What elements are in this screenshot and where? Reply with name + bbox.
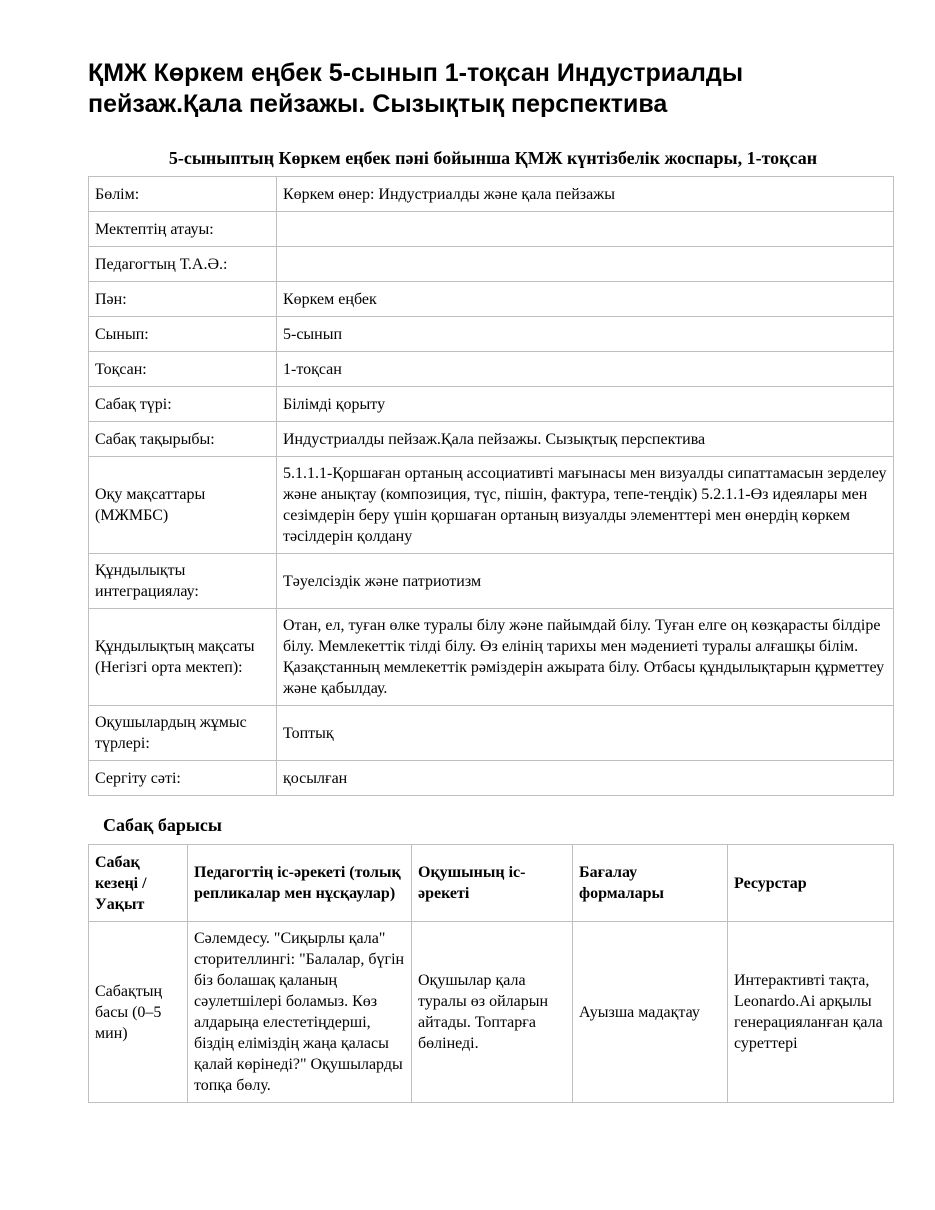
teacher-activity-cell: Сәлемдесу. "Сиқырлы қала" сторителлингі: "Балалар, бүгін біз болашақ қаланың сәулетшілері боламыз. Көз алдарыңа елестетіңдерші, біздің еліміздің жаңа қаласы қалай көрінеді?" Оқушыларды топқа бөлу. [188,922,412,1103]
info-row-learning-objectives [89,457,894,554]
column-header-assessment: Бағалау формалары [573,845,728,922]
info-value: қосылған [277,761,894,796]
info-value: Көркем еңбек [277,282,894,317]
document-page [88,58,893,1103]
info-value: Тәуелсіздік және патриотизм [277,554,894,609]
info-label: Сабақ түрі: [89,387,277,422]
info-label: Сабақ тақырыбы: [89,422,277,457]
info-value: Отан, ел, туған өлке туралы білу және пайымдай білу. Туған елге оң көзқарасты білдіре білу. Мемлекеттік тілді білу. Өз елінің тарихы мен мәдениеті туралы алғашқы білім. Қазақстанның мемлекеттік рәміздерін ажырата білу. Отбасы құндылықтарын құрметтеу және қабылдау. [277,609,894,706]
column-header-teacher: Педагогтің іс-әрекеті (толық репликалар мен нұсқаулар) [188,845,412,922]
student-activity-cell: Оқушылар қала туралы өз ойларын айтады. Топтарға бөлінеді. [412,922,573,1103]
info-label: Құндылықты интеграциялау: [89,554,277,609]
lesson-flow-table [88,844,894,1103]
info-label: Оқу мақсаттары (МЖМБС) [89,457,277,554]
plan-heading: 5-сыныптың Көркем еңбек пәні бойынша ҚМЖ күнтізбелік жоспары, 1-тоқсан [168,148,818,168]
column-header-resources: Ресурстар [728,845,894,922]
info-row-teacher [89,247,894,282]
info-label: Мектептің атауы: [89,212,277,247]
info-row-break [89,761,894,796]
table-row [89,922,894,1103]
info-value: 5-сынып [277,317,894,352]
info-label: Сынып: [89,317,277,352]
info-label: Сергіту сәті: [89,761,277,796]
info-label: Тоқсан: [89,352,277,387]
info-value: Білімді қорыту [277,387,894,422]
info-row-quarter [89,352,894,387]
info-label: Педагогтың Т.А.Ә.: [89,247,277,282]
stage-cell: Сабақтың басы (0–5 мин) [89,922,188,1103]
column-header-student: Оқушының іс-әрекеті [412,845,573,922]
info-row-grade [89,317,894,352]
info-label: Бөлім: [89,177,277,212]
info-row-lesson-type [89,387,894,422]
info-value: 1-тоқсан [277,352,894,387]
info-value: Көркем өнер: Индустриалды және қала пейзажы [277,177,894,212]
info-value [277,247,894,282]
assessment-cell: Ауызша мадақтау [573,922,728,1103]
info-label: Оқушылардың жұмыс түрлері: [89,706,277,761]
lesson-table-header [89,845,894,922]
info-row-value-goal [89,609,894,706]
info-row-work-forms [89,706,894,761]
info-row-school [89,212,894,247]
info-value: Топтық [277,706,894,761]
info-value [277,212,894,247]
info-row-lesson-topic [89,422,894,457]
info-label: Пән: [89,282,277,317]
lesson-info-table [88,176,894,796]
document-title: ҚМЖ Көркем еңбек 5-сынып 1-тоқсан Индустриалды пейзаж.Қала пейзажы. Сызықтық перспектива [88,59,744,118]
info-label: Құндылықтың мақсаты (Негізгі орта мектеп): [89,609,277,706]
info-row-value-integration [89,554,894,609]
info-row-subject [89,282,894,317]
resources-cell: Интерактивті тақта, Leonardo.Ai арқылы генерацияланған қала суреттері [728,922,894,1103]
info-row-section [89,177,894,212]
column-header-stage: Сабақ кезеңі / Уақыт [89,845,188,922]
info-value: Индустриалды пейзаж.Қала пейзажы. Сызықтық перспектива [277,422,894,457]
lesson-flow-heading: Сабақ барысы [103,815,222,835]
info-value: 5.1.1.1-Қоршаған ортаның ассоциативті мағынасы мен визуалды сипаттамасын зерделеу және анықтау (композиция, түс, пішін, фактура, тепе-теңдік) 5.2.1.1-Өз идеялары мен сезімдерін беру үшін қоршаған ортаның визуалды элементтері мен өнердің көркем тәсілдерін қолдану [277,457,894,554]
